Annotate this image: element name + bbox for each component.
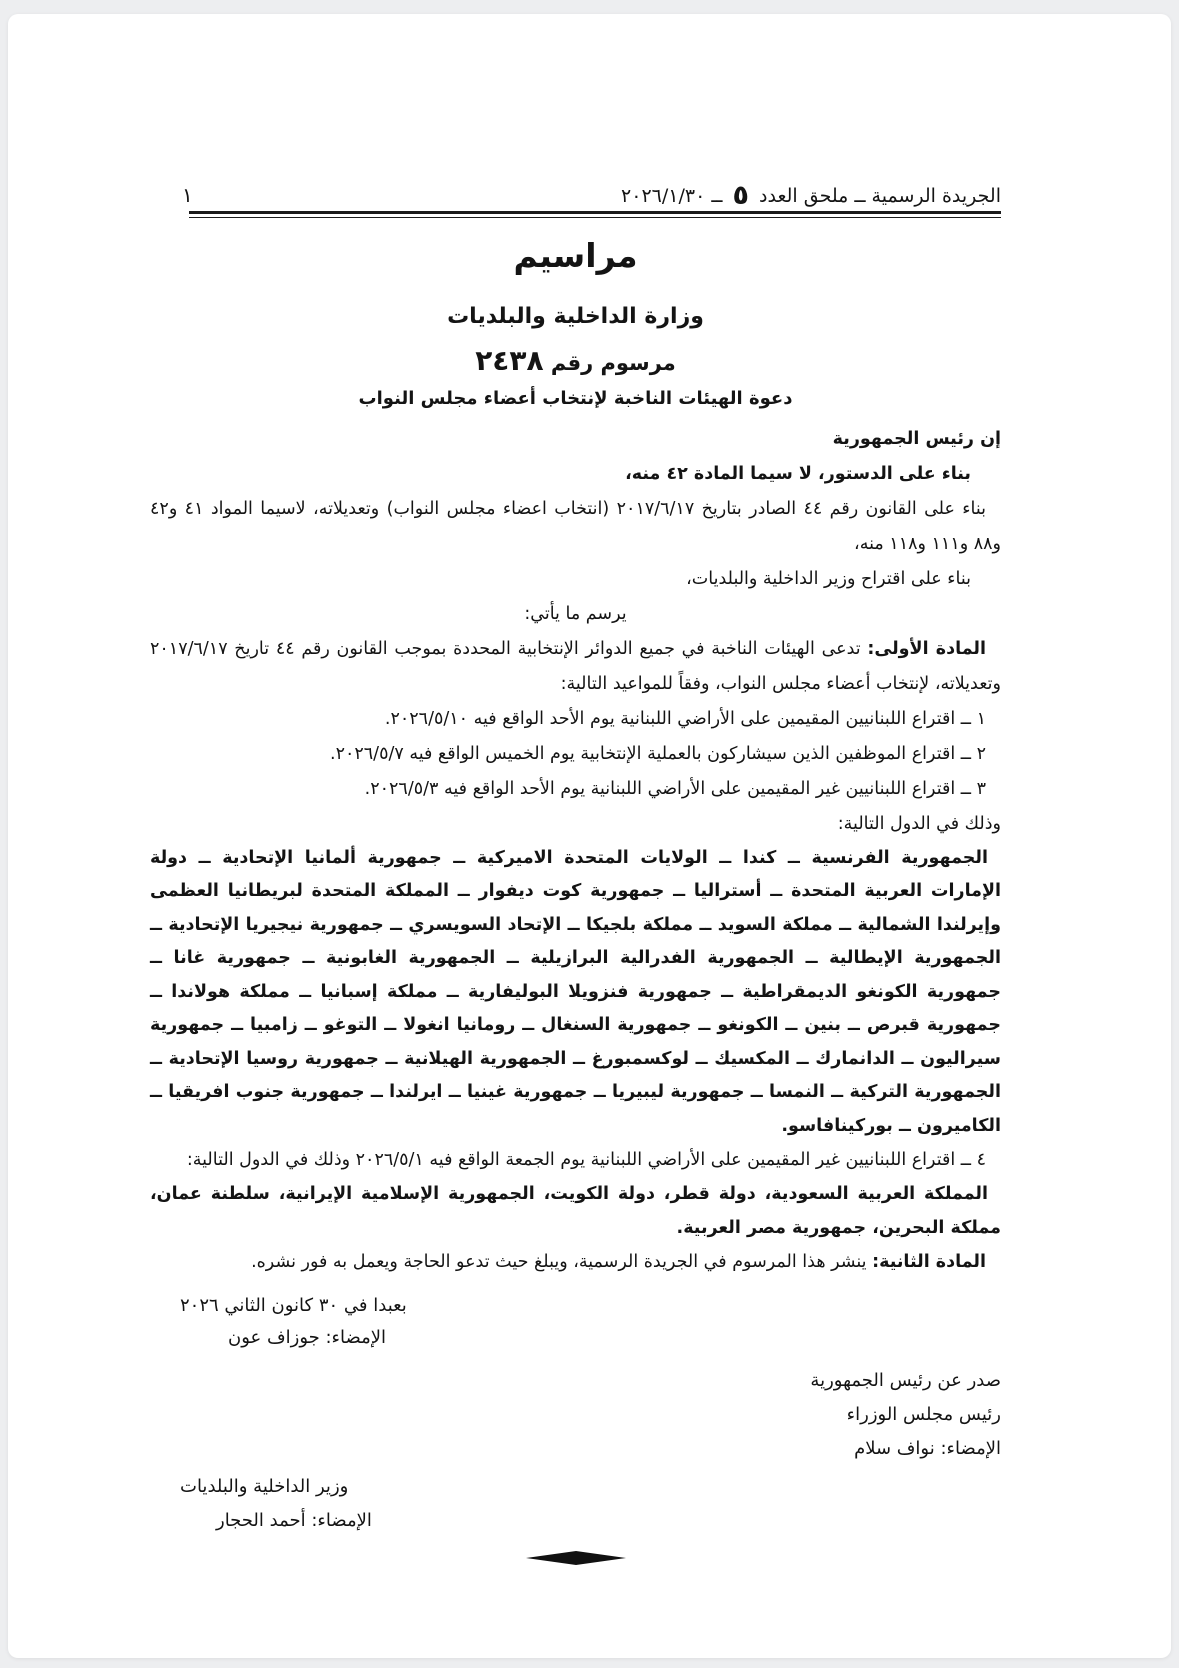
article-two-text: ينشر هذا المرسوم في الجريدة الرسمية، ويبلغ حيث تدعو الحاجة ويعمل به فور نشره. (251, 1252, 867, 1272)
pm-signature: الإمضاء: نواف سلام (854, 1438, 1001, 1459)
decree-number: ٢٤٣٨ (475, 343, 544, 377)
decree-subject: دعوة الهيئات الناخبة لإنتخاب أعضاء مجلس النواب (358, 387, 793, 409)
countries-list: الجمهورية الفرنسية ــ كندا ــ الولايات المتحدة الاميركية ــ جمهورية ألمانيا الإتحادية ــ دولة الإمارات العربية المتحدة ــ أستراليا ــ جمهورية كوت ديفوار ــ المملكة المتحدة لبريطانيا العظمى وإيرلندا الشمالية ــ مملكة السويد ــ مملكة بلجيكا ــ الإتحاد السويسري ــ جمهورية نيجيريا الإتحادية ــ الجمهورية الإيطالية ــ الجمهورية الفدرالية البرازيلية ــ الجمهورية الغابونية ــ جمهورية غانا ــ جمهورية الكونغو الديمقراطية ــ جمهورية فنزويلا البوليفارية ــ مملكة إسبانيا ــ مملكة هولاندا ــ جمهورية قبرص ــ بنين ــ الكونغو ــ جمهورية السنغال ــ رومانيا انغولا ــ التوغو ــ زامبيا ــ جمهورية سيراليون ــ الدانمارك ــ المكسيك ــ لوكسمبورغ ــ الجمهورية الهيلانية ــ جمهورية روسيا الإتحادية ــ الجمهورية التركية ــ النمسا ــ جمهورية ليبيريا ــ جمهورية غينيا ــ ايرلندا ــ جمهورية جنوب افريقيا ــ الكاميرون ــ بوركينافاسو. (150, 847, 1001, 1136)
countries-intro: وذلك في الدول التالية: (837, 813, 1001, 834)
polling-item-4: ٤ ــ اقتراع اللبنانيين غير المقيمين على الأراضي اللبنانية يوم الجمعة الواقع فيه ٢٠٢٦/٥/١ وذلك في الدول التالية: (186, 1150, 986, 1170)
end-divider-icon (526, 1550, 626, 1566)
article-two (150, 1245, 1001, 1280)
journal-title: الجريدة الرسمية ــ ملحق العدد (759, 185, 1001, 207)
pm-title: رئيس مجلس الوزراء (846, 1404, 1001, 1425)
president-signature: الإمضاء: جوزاف عون (228, 1327, 387, 1348)
decree-intro: يرسم ما يأتي: (524, 603, 627, 624)
pm-title-line (150, 1398, 1001, 1432)
polling-item-1: ١ ــ اقتراع اللبنانيين المقيمين على الأراضي اللبنانية يوم الأحد الواقع فيه ٢٠٢٦/٥/١٠. (384, 708, 986, 729)
header-separator: ــ (711, 185, 723, 207)
place-date: بعبدا في ٣٠ كانون الثاني ٢٠٢٦ (180, 1295, 407, 1316)
minister-title: وزير الداخلية والبلديات (180, 1476, 349, 1497)
preamble-president: إن رئيس الجمهورية (832, 428, 1001, 449)
preamble-proposal: بناء على اقتراح وزير الداخلية والبلديات، (686, 568, 971, 589)
gazette-page (8, 14, 1171, 1658)
preamble-constitution: بناء على الدستور، لا سيما المادة ٤٢ منه، (625, 463, 971, 484)
issued-by: صدر عن رئيس الجمهورية (810, 1370, 1001, 1391)
polling-item-3: ٣ ــ اقتراع اللبنانيين غير المقيمين على الأراضي اللبنانية يوم الأحد الواقع فيه ٢٠٢٦/٥/٣. (364, 778, 986, 799)
page-number: ١ (182, 183, 193, 207)
ministry-title: وزارة الداخلية والبلديات (447, 303, 704, 329)
countries-list-2: المملكة العربية السعودية، دولة قطر، دولة الكويت، الجمهورية الإسلامية الإيرانية، سلطنة عمان، مملكة البحرين، جمهورية مصر العربية. (150, 1184, 1001, 1238)
page-content (8, 14, 1171, 1570)
article-one-text: تدعى الهيئات الناخبة في جميع الدوائر الإنتخابية المحددة بموجب القانون رقم ٤٤ تاريخ ٢٠١٧/٦/١٧ وتعديلاته، لإنتخاب أعضاء مجلس النواب، وفقاً للمواعيد التالية: (150, 638, 1001, 694)
decree-label: مرسوم رقم (550, 350, 676, 375)
article-one-label: المادة الأولى: (867, 638, 986, 659)
header-rule (189, 211, 1001, 218)
page-header (150, 180, 1001, 211)
end-divider (150, 1550, 1001, 1570)
section-title: مراسيم (513, 235, 638, 275)
issue-number: ٥ (732, 180, 749, 211)
polling-item-2: ٢ ــ اقتراع الموظفين الذين سيشاركون بالعملية الإنتخابية يوم الخميس الواقع فيه ٢٠٢٦/٥/٧. (330, 743, 986, 764)
journal-header (621, 180, 1001, 211)
article-one (150, 632, 1001, 702)
header-date: ٢٠٢٦/١/٣٠ (621, 185, 706, 207)
decree-number-title (150, 342, 1001, 382)
preamble-law: بناء على القانون رقم ٤٤ الصادر بتاريخ ٢٠١٧/٦/١٧ (انتخاب اعضاء مجلس النواب) وتعديلاته، لاسيما المواد ٤١ و٤٢ و٨٨ و١١١ و١١٨ منه، (150, 498, 1001, 554)
pm-signature-line (150, 1432, 1001, 1466)
article-two-label: المادة الثانية: (872, 1252, 986, 1272)
minister-signature: الإمضاء: أحمد الحجار (216, 1510, 372, 1531)
